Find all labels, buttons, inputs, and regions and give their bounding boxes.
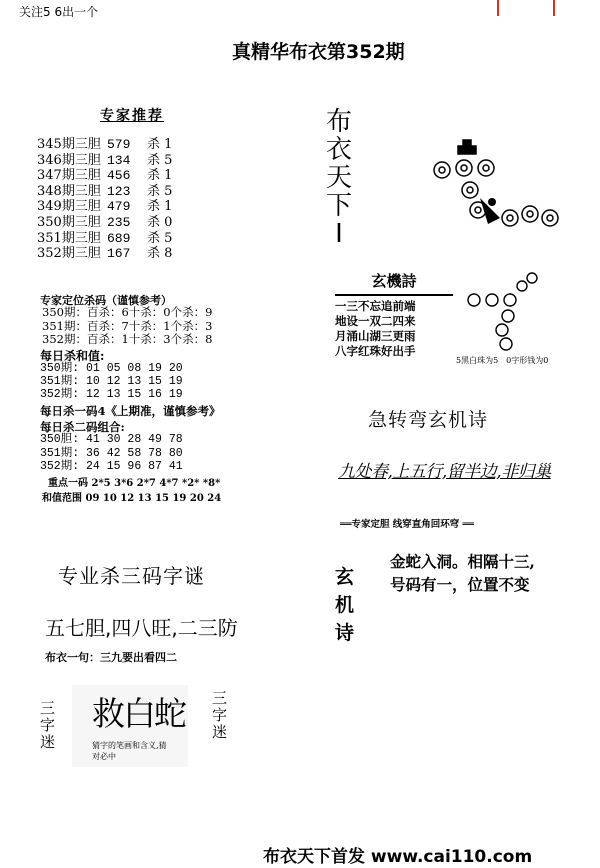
daily-sum-row: 351期: 10 12 13 15 19 bbox=[40, 375, 183, 389]
daily-one-row: 350胆: 41 30 28 49 78 bbox=[40, 433, 183, 446]
poem-line: 号码有一，位置不变 bbox=[390, 575, 530, 594]
sum-range-line: 和值范围 09 10 12 13 15 19 20 24 bbox=[42, 493, 222, 504]
jizhuan-title: 急转弯玄机诗 bbox=[368, 409, 489, 431]
daily-sum-list bbox=[40, 362, 183, 402]
expert-row: 352期三胆 167 杀 8 bbox=[37, 246, 173, 262]
xuanji-line: 月涌山湖三更雨 bbox=[335, 329, 416, 343]
expert-row: 351期三胆 689 杀 5 bbox=[37, 230, 173, 246]
expert-title: 专家推荐 bbox=[100, 108, 164, 124]
expert-row: 349期三胆 479 杀 1 bbox=[37, 199, 173, 215]
expert-row: 350期三胆 235 杀 0 bbox=[37, 214, 173, 230]
poem-lines bbox=[390, 550, 535, 596]
position-row: 352期：百杀：1十杀：3个杀：8 bbox=[42, 332, 213, 346]
xuanji-line: 一三不忘追前端 bbox=[335, 299, 416, 313]
xuanji-lines bbox=[335, 299, 453, 359]
poem-line: 金蛇入洞。相隔十三, bbox=[390, 552, 535, 571]
riddle-hint: 猜字的笔画和含义,猜 对必中 bbox=[92, 741, 167, 761]
top-mark bbox=[553, 0, 555, 16]
position-row: 351期：百杀：7十杀：1个杀：3 bbox=[42, 318, 213, 333]
daily-one-row: 352期: 24 15 96 87 41 bbox=[40, 460, 183, 473]
xuanji-panel bbox=[335, 270, 453, 360]
buyi-vertical: 布 衣 天 下 I bbox=[326, 107, 353, 249]
jizhuan-handwritten: 九处春,上五行,留半边,非归巢 bbox=[338, 462, 551, 482]
poem-vertical: 玄 机 诗 bbox=[335, 566, 355, 644]
buyi-line: 布衣一句：三九要出看四二 bbox=[45, 651, 177, 664]
daily-sum-row: 352期: 12 13 15 16 19 bbox=[40, 388, 183, 402]
top-mark bbox=[497, 0, 499, 16]
xuanji-caption: 5黑白珠为5 0字形钱为0 bbox=[456, 356, 549, 365]
expert-list bbox=[37, 137, 172, 262]
position-list bbox=[42, 306, 212, 347]
corner-line: ══专家定胆 线穿直角回环穹 ══ bbox=[340, 519, 474, 530]
expert-row: 347期三胆 456 杀 1 bbox=[37, 168, 173, 184]
footer: 布衣天下首发 www.cai110.com bbox=[263, 847, 533, 867]
position-title: 专家定位杀码（谨慎参考） bbox=[40, 294, 172, 307]
top-note: 关注5 6出一个 bbox=[19, 5, 99, 19]
coin-drawing bbox=[430, 132, 570, 242]
main-title: 真精华布衣第352期 bbox=[232, 41, 405, 63]
expert-row: 346期三胆 134 杀 5 bbox=[37, 152, 173, 168]
daily-sum-row: 350期: 01 05 08 19 20 bbox=[40, 362, 183, 375]
daily-one-subtitle: 每日杀二码组合: bbox=[40, 420, 125, 434]
bead-drawing bbox=[462, 272, 552, 352]
daily-sum-title: 每日杀和值: bbox=[40, 349, 105, 363]
xuanji-line: 地设一双二四来 bbox=[335, 314, 416, 328]
focus-line: 重点一码 2*5 3*6 2*7 4*7 *2* *8* bbox=[48, 478, 221, 489]
daily-one-row: 351期: 36 42 58 78 80 bbox=[40, 446, 183, 460]
xuanji-title: 玄機詩 bbox=[335, 270, 453, 296]
riddle-side-left: 三 字 迷 bbox=[40, 699, 56, 751]
position-row: 350期：百杀：6十杀：0个杀：9 bbox=[42, 305, 213, 319]
riddle-side-right: 三 字 迷 bbox=[212, 689, 228, 741]
xuanji-line: 八字红珠好出手 bbox=[335, 344, 416, 358]
daily-one-title: 每日杀一码4《上期准，谨慎参考》 bbox=[40, 404, 221, 418]
kill-three-title: 专业杀三码字谜 bbox=[58, 564, 205, 588]
riddle-big-text: 救白蛇 bbox=[92, 694, 185, 733]
daily-one-list bbox=[40, 433, 183, 474]
kill-three-slogan: 五七胆,四八旺,二三防 bbox=[45, 616, 238, 640]
expert-row: 345期三胆 579 杀 1 bbox=[37, 137, 173, 152]
expert-row: 348期三胆 123 杀 5 bbox=[37, 183, 173, 199]
